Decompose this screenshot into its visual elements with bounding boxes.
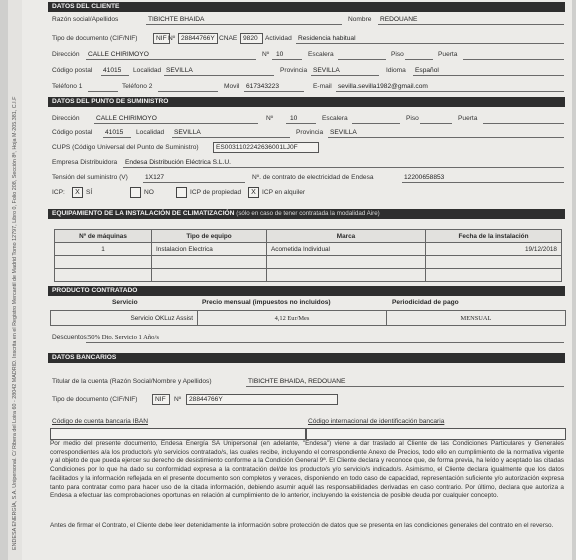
sum-direccion-label: Dirección xyxy=(52,115,80,122)
movil-label: Movil xyxy=(224,83,240,90)
razon-value: TIBICHTE BHAIDA xyxy=(148,16,205,23)
prod-col-precio: Precio mensual (impuestos no incluidos) xyxy=(202,299,331,306)
distribuidora-label: Empresa Distribuidora xyxy=(52,159,118,166)
table-row xyxy=(55,256,562,269)
icp-propiedad-label: ICP de propiedad xyxy=(190,189,242,196)
cli-provincia-label: Provincia xyxy=(280,67,308,74)
cell-marca: Acometida Individual xyxy=(267,243,426,256)
doc-num-value: 28844766Y xyxy=(178,33,218,44)
legal-notice: Antes de firmar el Contrato, el Cliente debe leer detenidamente la información sobre protección de datos que se presenta en las condiciones generales del contrato en el reverso. xyxy=(50,522,554,529)
icp-si-checkbox[interactable]: X xyxy=(72,187,83,198)
banc-num-label: Nº xyxy=(174,396,182,403)
cli-cp-value: 41015 xyxy=(103,67,122,74)
col-maquinas: Nº de máquinas xyxy=(55,230,152,243)
icp-no-checkbox[interactable] xyxy=(130,187,141,198)
email-value: sevilla.sevilla1982@gmail.com xyxy=(338,83,428,90)
razon-label: Razón social/Apellidos xyxy=(52,16,119,23)
email-label: E-mail xyxy=(313,83,332,90)
sum-piso-label: Piso xyxy=(406,115,419,122)
sum-numero-label: Nº xyxy=(266,115,274,122)
doc-num-label: Nº xyxy=(168,35,176,42)
icp-alquiler-label: ICP en alquiler xyxy=(262,189,306,196)
cli-provincia-value: SEVILLA xyxy=(313,67,340,74)
sum-localidad-label: Localidad xyxy=(136,129,165,136)
sum-escalera-label: Escalera xyxy=(322,115,348,122)
col-tipo-equipo: Tipo de equipo xyxy=(152,230,267,243)
prod-precio: 4,12 Eur/Mes xyxy=(198,311,387,326)
cliente-header: DATOS DEL CLIENTE xyxy=(48,2,565,12)
bic-label: Código internacional de identificación bancaria xyxy=(308,418,445,425)
tipo-doc-label: Tipo de documento (CIF/NIF) xyxy=(52,35,138,42)
banc-num-value: 28844766Y xyxy=(186,394,338,405)
banc-tipo-doc-label: Tipo de documento (CIF/NIF) xyxy=(52,396,138,403)
col-marca: Marca xyxy=(267,230,426,243)
contrato-label: Nº. de contrato de electricidad de Endesa xyxy=(252,174,374,181)
prod-col-periodicidad: Periodicidad de pago xyxy=(392,299,459,306)
cli-piso-label: Piso xyxy=(391,51,404,58)
cups-value: ES0031102242636001LJ0F xyxy=(213,142,319,153)
tension-value: 1X127 xyxy=(145,174,165,181)
climatizacion-table xyxy=(54,229,562,282)
prod-col-servicio: Servicio xyxy=(112,299,138,306)
tension-label: Tensión del suministro (V) xyxy=(52,174,128,181)
suministro-header: DATOS DEL PUNTO DE SUMINISTRO xyxy=(48,97,565,107)
idioma-value: Español xyxy=(415,67,439,74)
tel1-label: Teléfono 1 xyxy=(52,83,83,90)
descuentos-value: 50% Dto. Servicio 1 Año/s xyxy=(88,334,159,341)
icp-no-label: NO xyxy=(144,189,154,196)
sum-localidad-value: SEVILLA xyxy=(174,129,201,136)
table-row xyxy=(55,269,562,282)
titular-label: Titular de la cuenta (Razón Social/Nombre y Apellidos) xyxy=(52,378,212,385)
sum-cp-label: Código postal xyxy=(52,129,93,136)
icp-alquiler-checkbox[interactable]: X xyxy=(248,187,259,198)
cli-escalera-label: Escalera xyxy=(308,51,334,58)
cell-tipo-equipo: Instalacion Electrica xyxy=(152,243,267,256)
legal-paragraph: Por medio del presente documento, Endesa Energía SA Unipersonal (en adelante, "Endesa") viene a dar traslado al Cliente de las Condiciones Particulares y Generales correspondientes a/a los producto/s y/o servicios contratado/s, las cuales recibe, incluyendo el correspondiente Anexo de Precios, todo ello en cumplimiento de la normativa vigente y al objeto de que pueda ejercer su derecho de desistimiento conforme a la Condición General 9ª. El Cliente declara y reconoce que, de forma previa, ha leído y aceptado las citadas Condiciones por lo que ha dado su conformidad expresa a la contratación del/de los producto/s y/o servicio/s indicado/s. Asimismo, el Cliente declara igualmente que los datos facilitados y la información reflejada en el presente documento son completos y veraces, disponiendo en todo caso de capacidad, representación suficiente y/o autorización expresa tanto para contratar como para hacer uso de la citada información, debiendo asumir aquél las responsabilidades derivadas en caso contrario. Por último, declara que autoriza a Endesa a efectuar las comprobaciones oportunas en relación al cumplimiento de lo anterior, incluyendo la existencia de posible deuda por cualquier concepto. xyxy=(50,440,564,500)
sum-numero-value: 10 xyxy=(290,115,298,122)
idioma-label: Idioma xyxy=(386,67,406,74)
contract-page xyxy=(8,0,572,560)
cnae-label: CNAE xyxy=(219,35,238,42)
cnae-value: 9820 xyxy=(240,33,263,44)
cli-localidad-label: Localidad xyxy=(133,67,162,74)
legal-sidebar xyxy=(8,0,22,560)
icp-si-label: SÍ xyxy=(86,189,93,196)
cli-direccion-value: CALLE CHIRIMOYO xyxy=(88,51,149,58)
table-header-row xyxy=(55,230,562,243)
col-fecha: Fecha de la instalación xyxy=(426,230,562,243)
nombre-label: Nombre xyxy=(348,16,372,23)
cups-label: CUPS (Código Universal del Punto de Suministro) xyxy=(52,144,199,151)
climatizacion-header-note: (sólo en caso de tener contratada la modalidad Aire) xyxy=(236,210,380,217)
tipo-doc-value: NIF xyxy=(153,33,170,44)
sum-provincia-label: Provincia xyxy=(296,129,324,136)
sum-cp-value: 41015 xyxy=(105,129,124,136)
sum-direccion-value: CALLE CHIRIMOYO xyxy=(96,115,157,122)
cell-fecha: 19/12/2018 xyxy=(426,243,562,256)
icp-label: ICP: xyxy=(52,189,65,196)
movil-value: 617343223 xyxy=(246,83,280,90)
icp-propiedad-checkbox[interactable] xyxy=(176,187,187,198)
actividad-value: Residencia habitual xyxy=(298,35,356,42)
cli-localidad-value: SEVILLA xyxy=(166,67,193,74)
sidebar-text: ENDESA ENERGÍA, S.A. Unipersonal. C/ Ribera del Loira 60 - 28042 MADRID. Inscrita en el Registro Mercantil de Madrid Tomo 12797, Libro 0, Folio 208, Sección 8ª, Hoja M-205.381, C.I.F xyxy=(12,96,18,550)
cell-maquinas: 1 xyxy=(55,243,152,256)
sum-puerta-label: Puerta xyxy=(458,115,478,122)
bancarios-header: DATOS BANCARIOS xyxy=(48,353,565,363)
cli-puerta-label: Puerta xyxy=(438,51,458,58)
actividad-label: Actividad xyxy=(265,35,292,42)
sum-provincia-value: SEVILLA xyxy=(330,129,357,136)
tel2-label: Teléfono 2 xyxy=(122,83,153,90)
prod-periodicidad: MENSUAL xyxy=(387,311,566,326)
distribuidora-value: Endesa Distribución Eléctrica S.L.U. xyxy=(125,159,231,166)
cli-numero-value: 10 xyxy=(276,51,284,58)
producto-table xyxy=(50,310,566,326)
cli-numero-label: Nº xyxy=(262,51,270,58)
producto-header: PRODUCTO CONTRATADO xyxy=(48,286,565,296)
titular-value: TIBICHTE BHAIDA, REDOUANE xyxy=(248,378,346,385)
prod-servicio: Servicio OKLuz Assist xyxy=(51,311,198,326)
banc-tipo-doc-value: NIF xyxy=(152,394,170,405)
iban-field[interactable] xyxy=(50,428,306,440)
nombre-value: REDOUANE xyxy=(380,16,418,23)
cli-cp-label: Código postal xyxy=(52,67,93,74)
iban-label: Código de cuenta bancaria IBAN xyxy=(52,418,149,425)
descuentos-label: Descuentos: xyxy=(52,334,89,341)
table-row xyxy=(55,243,562,256)
table-row xyxy=(51,311,566,326)
climatizacion-header: EQUIPAMIENTO DE LA INSTALACIÓN DE CLIMATIZACIÓN (sólo en caso de tener contratada la modalidad Aire) xyxy=(48,209,565,219)
bic-field[interactable] xyxy=(306,428,566,440)
contrato-value: 12200658853 xyxy=(404,174,445,181)
cli-direccion-label: Dirección xyxy=(52,51,80,58)
